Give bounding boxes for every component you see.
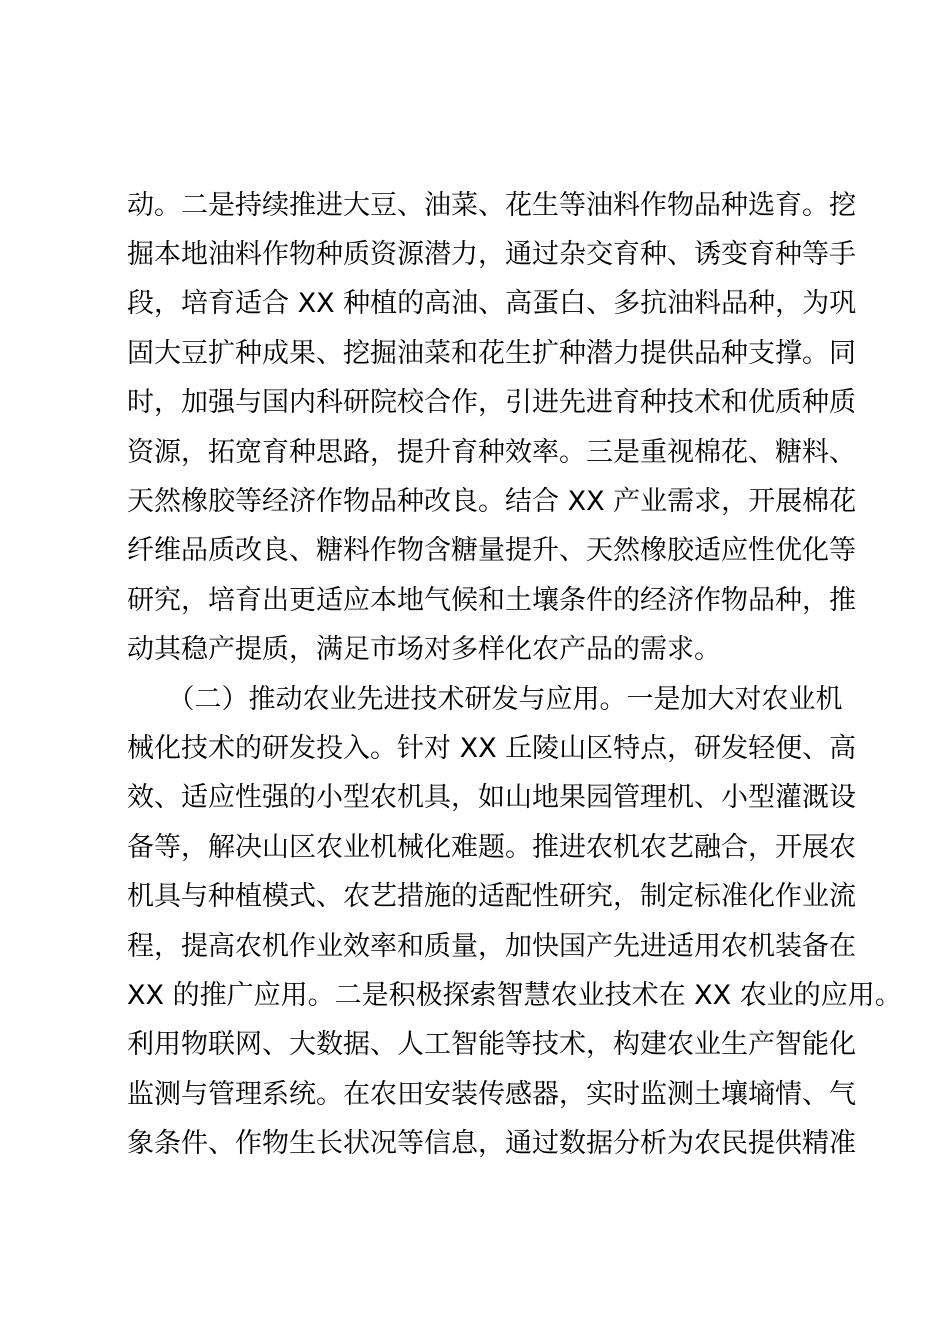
text-line: 天然橡胶等经济作物品种改良。结合 XX 产业需求，开展棉花 [127,486,857,517]
text-line: 时，加强与国内科研院校合作，引进先进育种技术和优质种质 [127,387,856,418]
text-line: 机具与种植模式、农艺措施的适配性研究，制定标准化作业流 [127,881,856,912]
text-line: 备等，解决山区农业机械化难题。推进农机农艺融合，开展农 [127,832,856,863]
section-heading-line: （二）推动农业先进技术研发与应用。一是加大对农业机 [127,684,843,715]
text-line: 效、适应性强的小型农机具，如山地果园管理机、小型灌溉设 [127,782,856,813]
text-line: XX 的推广应用。二是积极探索智慧农业技术在 XX 农业的应用。 [127,980,902,1011]
text-line: 段，培育适合 XX 种植的高油、高蛋白、多抗油料品种，为巩 [127,288,857,319]
text-line: 纤维品质改良、糖料作物含糖量提升、天然橡胶适应性优化等 [127,535,856,566]
text-line: 资源，拓宽育种思路，提升育种效率。三是重视棉花、糖料、 [127,437,856,468]
text-line: 掘本地油料作物种质资源潜力，通过杂交育种、诱变育种等手 [127,239,856,270]
text-line: 利用物联网、大数据、人工智能等技术，构建农业生产智能化 [127,1029,856,1060]
text-line: 研究，培育出更适应本地气候和土壤条件的经济作物品种，推 [127,585,856,616]
text-line: 程，提高农机作业效率和质量，加快国产先进适用农机装备在 [127,931,856,962]
text-line: 象条件、作物生长状况等信息，通过数据分析为农民提供精准 [127,1128,856,1159]
text-line: 固大豆扩种成果、挖掘油菜和花生扩种潜力提供品种支撑。同 [127,338,856,369]
text-line: 动。二是持续推进大豆、油菜、花生等油料作物品种选育。挖 [127,190,856,221]
text-line: 监测与管理系统。在农田安装传感器，实时监测土壤墒情、气 [127,1079,856,1110]
text-line: 械化技术的研发投入。针对 XX 丘陵山区特点，研发轻便、高 [127,733,857,764]
text-line: 动其稳产提质，满足市场对多样化农产品的需求。 [127,634,721,665]
